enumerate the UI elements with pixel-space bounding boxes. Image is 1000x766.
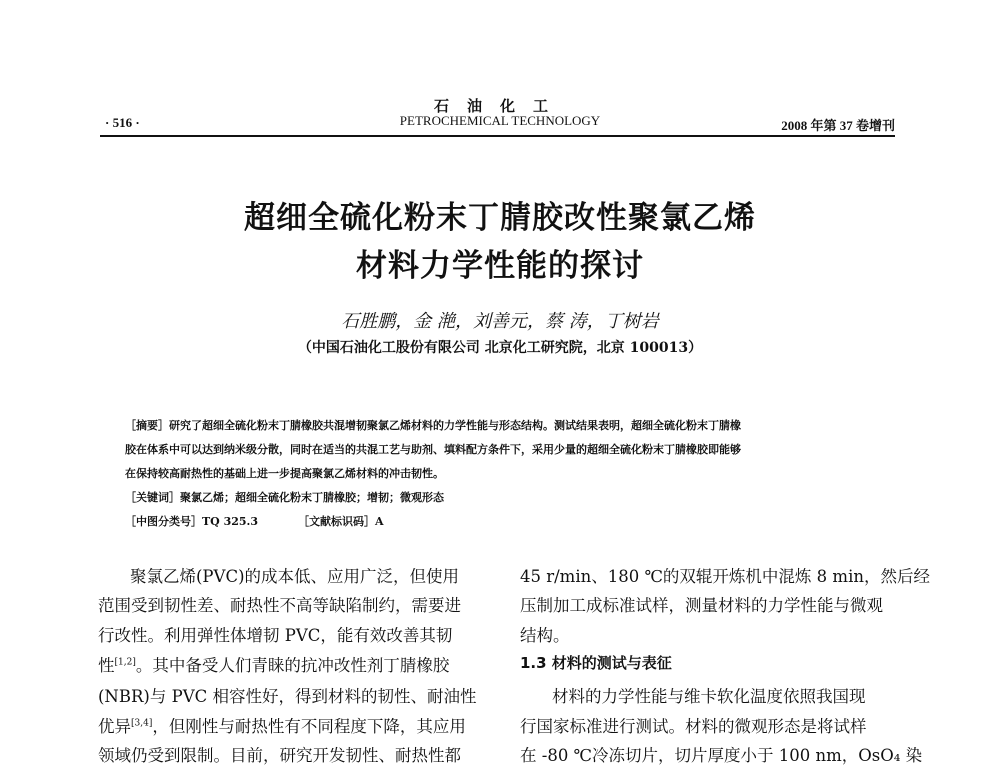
abstract-label: ［摘要］ bbox=[125, 419, 169, 432]
doc-code: A bbox=[375, 515, 384, 528]
abstract-line-1 bbox=[125, 417, 741, 433]
citation-ref-1-2: [1,2] bbox=[114, 657, 136, 668]
body-right-line-5: 材料的力学性能与维卡软化温度依照我国现 bbox=[552, 687, 866, 706]
authors: 石胜鹏，金 滟，刘善元，蔡 涛，丁树岩 bbox=[341, 311, 659, 332]
issue-info: 2008 年第 37 卷增刊 bbox=[781, 118, 895, 133]
body-left-line-1: 聚氯乙烯(PVC)的成本低、应用广泛，但使用 bbox=[130, 567, 460, 586]
body-right-line-7: 在 -80 ℃冷冻切片，切片厚度小于 100 nm，OsO₄ 染 bbox=[520, 746, 923, 765]
page-number: · 516 · bbox=[105, 115, 140, 130]
article-title-line-2: 材料力学性能的探讨 bbox=[356, 248, 644, 284]
abstract-line-3: 在保持较高耐热性的基础上进一步提高聚氯乙烯材料的冲击韧性。 bbox=[125, 467, 444, 480]
class-code: TQ 325.3 bbox=[202, 515, 259, 528]
body-right-line-3: 结构。 bbox=[520, 626, 570, 645]
keywords-text: 聚氯乙烯；超细全硫化粉末丁腈橡胶；增韧；微观形态 bbox=[180, 491, 444, 504]
doc-code-label: ［文献标识码］ bbox=[298, 515, 376, 528]
body-right-line-6: 行国家标准进行测试。材料的微观形态是将试样 bbox=[520, 717, 867, 736]
keywords-line bbox=[125, 489, 444, 505]
article-title-line-1: 超细全硫化粉末丁腈胶改性聚氯乙烯 bbox=[244, 200, 756, 236]
header-rule bbox=[100, 135, 895, 137]
body-left-line-6a: 优异 bbox=[98, 717, 131, 736]
class-label: ［中图分类号］ bbox=[125, 515, 202, 528]
body-left-line-6b: ，但刚性与耐热性有不同程度下降，其应用 bbox=[152, 717, 466, 736]
journal-title-cn: 石油化工 bbox=[433, 97, 566, 115]
body-left-line-4a: 性 bbox=[98, 656, 115, 675]
body-left-line-4 bbox=[98, 652, 449, 676]
body-left-line-3: 行改性。利用弹性体增韧 PVC，能有效改善其韧 bbox=[98, 626, 453, 645]
abstract-text-1: 研究了超细全硫化粉末丁腈橡胶共混增韧聚氯乙烯材料的力学性能与形态结构。测试结果表明，超细全硫化粉末丁腈橡 bbox=[169, 419, 741, 432]
body-left-line-4b: 。其中备受人们青睐的抗冲改性剂丁腈橡胶 bbox=[135, 656, 450, 675]
body-left-line-6 bbox=[98, 713, 466, 737]
body-left-line-2: 范围受到韧性差、耐热性不高等缺陷制约，需要进 bbox=[98, 596, 461, 615]
body-left-line-7: 领域仍受到限制。目前，研究开发韧性、耐热性都 bbox=[98, 746, 461, 765]
journal-title-en: PETROCHEMICAL TECHNOLOGY bbox=[399, 113, 601, 128]
abstract-line-2: 胶在体系中可以达到纳米级分散，同时在适当的共混工艺与助剂、填料配方条件下，采用少量的超细全硫化粉末丁腈橡胶即能够 bbox=[125, 443, 741, 456]
keywords-label: ［关键词］ bbox=[125, 491, 180, 504]
body-right-line-1: 45 r/min、180 ℃的双辊开炼机中混炼 8 min，然后经 bbox=[520, 567, 930, 586]
citation-ref-3-4: [3,4] bbox=[131, 718, 153, 729]
affiliation: （中国石油化工股份有限公司 北京化工研究院，北京 100013） bbox=[297, 340, 703, 356]
body-left-line-5: (NBR)与 PVC 相容性好，得到材料的韧性、耐油性 bbox=[98, 687, 477, 706]
section-heading: 1.3 材料的测试与表征 bbox=[520, 654, 672, 672]
classification-line bbox=[125, 513, 384, 529]
body-right-line-2: 压制加工成标准试样，测量材料的力学性能与微观 bbox=[520, 596, 883, 615]
